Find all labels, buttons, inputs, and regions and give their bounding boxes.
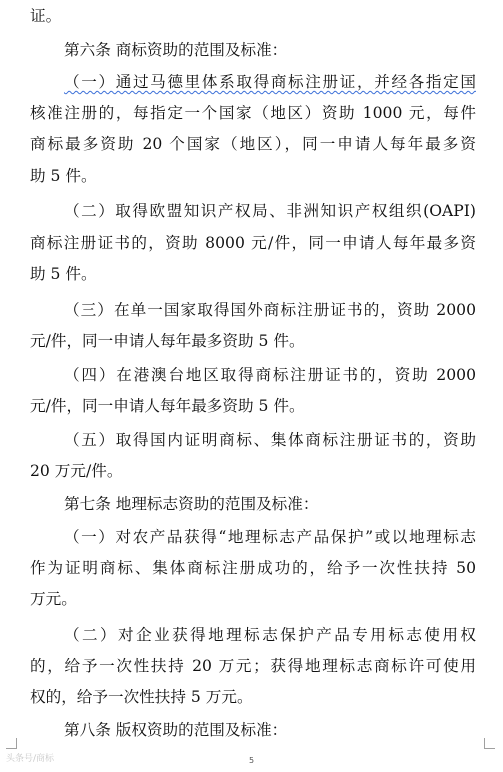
text-line-3-content: （一）通过马德里体系取得商标注册证，并经各指定国: [64, 73, 476, 91]
article-6-heading: 第六条 商标资助的范围及标准：: [64, 41, 288, 59]
text-line-6: 助 5 件。: [30, 167, 97, 185]
text-line-5: 商标最多资助 20 个国家（地区），同一申请人每年最多资: [30, 135, 476, 153]
text-line-17: （一）对农产品获得“地理标志产品保护”或以地理标志: [64, 528, 476, 546]
text-line-7: （二）取得欧盟知识产权局、非洲知识产权组织(OAPI): [64, 202, 476, 220]
text-line-22: 权的，给予一次性扶持 5 万元。: [30, 688, 253, 706]
watermark: 头条号/商标: [6, 754, 55, 764]
text-line-19: 万元。: [30, 590, 77, 608]
text-line-3: [64, 72, 476, 92]
text-line-1: 证。: [30, 7, 62, 25]
margin-corner-mark-right: [484, 738, 495, 749]
text-line-10: （三）在单一国家取得国外商标注册证书的，资助 2000: [64, 301, 476, 319]
article-7-heading: 第七条 地理标志资助的范围及标准：: [64, 495, 319, 513]
text-line-12: （四）在港澳台地区取得商标注册证书的，资助 2000: [64, 366, 476, 384]
text-line-18: 作为证明商标、集体商标注册成功的，给予一次性扶持 50: [30, 559, 476, 577]
text-line-20: （二）对企业获得地理标志保护产品专用标志使用权: [64, 626, 476, 644]
article-8-heading: 第八条 版权资助的范围及标准：: [64, 721, 288, 739]
page-number: 5: [248, 756, 255, 765]
text-line-15: 20 万元/件。: [30, 462, 123, 480]
text-line-11: 元/件，同一申请人每年最多资助 5 件。: [30, 332, 305, 350]
margin-corner-mark-left: [6, 738, 17, 749]
text-line-9: 助 5 件。: [30, 265, 97, 283]
text-line-13: 元/件，同一申请人每年最多资助 5 件。: [30, 397, 305, 415]
text-line-21: 的，给予一次性扶持 20 万元；获得地理标志商标许可使用: [30, 657, 476, 675]
text-line-14: （五）取得国内证明商标、集体商标注册证书的，资助: [64, 431, 476, 449]
text-line-8: 商标注册证书的，资助 8000 元/件，同一申请人每年最多资: [30, 234, 476, 252]
text-line-4: 核准注册的，每指定一个国家（地区）资助 1000 元，每件: [30, 104, 476, 122]
